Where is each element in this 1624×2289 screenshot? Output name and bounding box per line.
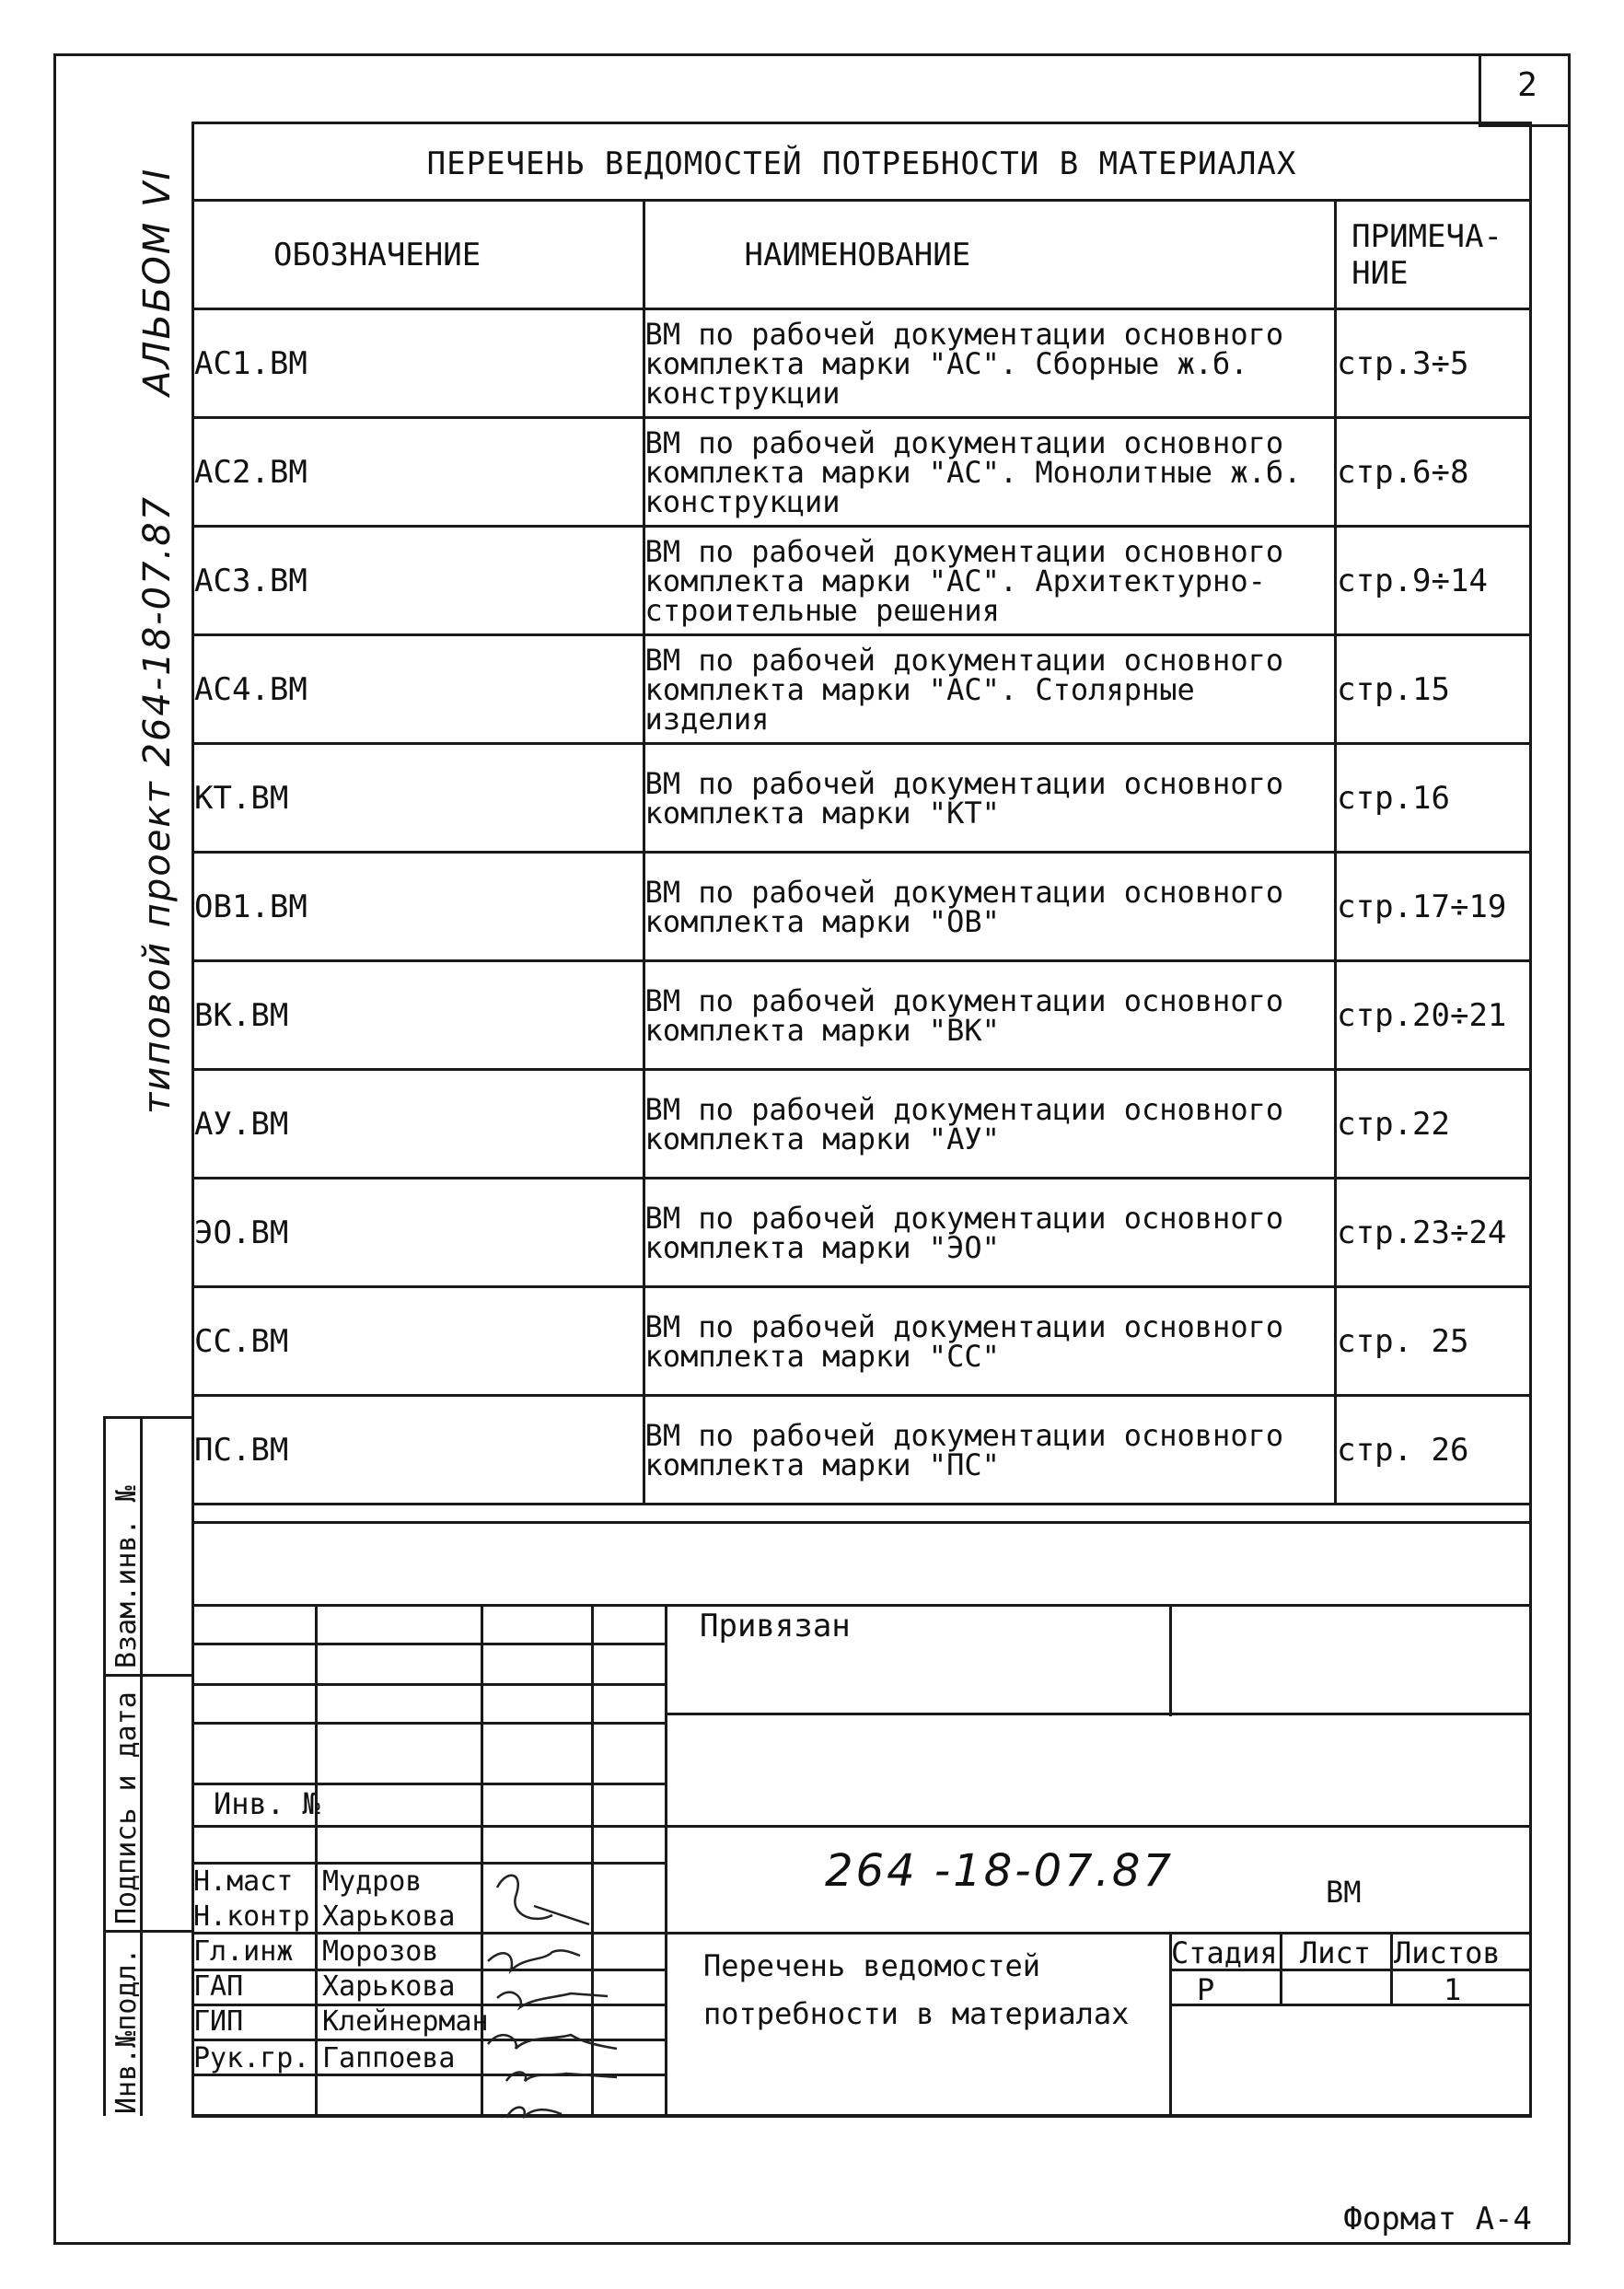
row-name: ВМ по рабочей документации основного комплекта марки "АС". Архитектурно-строительные решения xyxy=(644,527,1336,635)
row-name: ВМ по рабочей документации основного комплекта марки "ПС" xyxy=(644,1396,1336,1505)
row-code: АУ.ВМ xyxy=(193,1070,644,1179)
table-header-row xyxy=(193,201,1531,309)
sheet-label: Лист xyxy=(1300,1935,1372,1970)
materials-list-table xyxy=(191,199,1532,1505)
row-note: стр.17÷19 xyxy=(1336,853,1531,961)
signature-role: Гл.инж xyxy=(193,1935,294,1968)
row-name: ВМ по рабочей документации основного комплекта марки "АС". Сборные ж.б. конструкции xyxy=(644,309,1336,418)
signature-name: Клейнерман xyxy=(322,2005,489,2038)
vzam-inv-label: Взам.инв. № xyxy=(110,1485,143,1668)
document-code: 264 -18-07.87 xyxy=(825,1845,1175,1897)
signature-name: Харькова xyxy=(322,1970,456,2003)
document-mark: ВМ xyxy=(1326,1875,1362,1910)
row-note: стр. 25 xyxy=(1336,1287,1531,1396)
table-row xyxy=(193,527,1531,635)
signature-name: Морозов xyxy=(322,1935,439,1968)
signature-role: Рук.гр. xyxy=(193,2042,310,2074)
document-title: ПЕРЕЧЕНЬ ВЕДОМОСТЕЙ ПОТРЕБНОСТИ В МАТЕРИАЛАХ xyxy=(426,145,1297,182)
signature-name: Мудров xyxy=(322,1865,423,1898)
row-code: ОВ1.ВМ xyxy=(193,853,644,961)
row-note: стр.3÷5 xyxy=(1336,309,1531,418)
stage-value: Р xyxy=(1197,1972,1215,2007)
row-name: ВМ по рабочей документации основного комплекта марки "АУ" xyxy=(644,1070,1336,1179)
sheet-title-line-1: Перечень ведомостей xyxy=(703,1948,1041,1983)
podpis-label: Подпись и дата xyxy=(110,1691,143,1924)
row-code: АС1.ВМ xyxy=(193,309,644,418)
row-name: ВМ по рабочей документации основного комплекта марки "ОВ" xyxy=(644,853,1336,961)
header-note-text: ПРИМЕЧА- НИЕ xyxy=(1351,217,1502,292)
table-row xyxy=(193,1179,1531,1287)
table-row xyxy=(193,1396,1531,1505)
row-code: ЭО.ВМ xyxy=(193,1179,644,1287)
table-row xyxy=(193,1287,1531,1396)
row-note: стр.6÷8 xyxy=(1336,418,1531,527)
row-note: стр.23÷24 xyxy=(1336,1179,1531,1287)
signature-role: ГАП xyxy=(193,1970,244,2003)
signature-name: Гаппоева xyxy=(322,2042,456,2074)
header-note xyxy=(1336,201,1531,309)
table-row xyxy=(193,309,1531,418)
header-designation: ОБОЗНАЧЕНИЕ xyxy=(193,201,644,309)
sheet-number: 2 xyxy=(1517,66,1537,104)
format-label: Формат А-4 xyxy=(1343,2201,1532,2237)
inv-no-label: Инв. № xyxy=(214,1786,320,1821)
privyazan-label: Привязан xyxy=(700,1608,851,1644)
sheets-value: 1 xyxy=(1444,1972,1462,2007)
handwritten-signatures xyxy=(479,1860,626,2127)
row-note: стр.15 xyxy=(1336,635,1531,744)
table-row xyxy=(193,853,1531,961)
table-body xyxy=(193,309,1531,1505)
row-code: АС2.ВМ xyxy=(193,418,644,527)
header-name: НАИМЕНОВАНИЕ xyxy=(644,201,1336,309)
table-row xyxy=(193,961,1531,1070)
row-note: стр. 26 xyxy=(1336,1396,1531,1505)
sheet-number-box xyxy=(1479,53,1571,127)
row-name: ВМ по рабочей документации основного комплекта марки "ЭО" xyxy=(644,1179,1336,1287)
row-code: КТ.ВМ xyxy=(193,744,644,853)
side-project-inscription: типовой проект 264-18-07.87 xyxy=(136,494,179,1114)
sheets-label: Листов xyxy=(1394,1935,1501,1970)
signature-role: ГИП xyxy=(193,2005,244,2038)
row-note: стр.22 xyxy=(1336,1070,1531,1179)
row-name: ВМ по рабочей документации основного комплекта марки "КТ" xyxy=(644,744,1336,853)
table-row xyxy=(193,744,1531,853)
row-code: ВК.ВМ xyxy=(193,961,644,1070)
row-name: ВМ по рабочей документации основного комплекта марки "АС". Монолитные ж.б. конструкции xyxy=(644,418,1336,527)
row-name: ВМ по рабочей документации основного комплекта марки "АС". Столярные изделия xyxy=(644,635,1336,744)
signature-name: Харькова xyxy=(322,1900,456,1933)
row-note: стр.16 xyxy=(1336,744,1531,853)
inv-podl-label: Инв.№подл. xyxy=(110,1947,143,2114)
row-name: ВМ по рабочей документации основного комплекта марки "СС" xyxy=(644,1287,1336,1396)
row-code: АС3.ВМ xyxy=(193,527,644,635)
table-row xyxy=(193,418,1531,527)
table-row xyxy=(193,1070,1531,1179)
row-note: стр.9÷14 xyxy=(1336,527,1531,635)
side-album-inscription: АЛЬБОМ VI xyxy=(136,167,179,396)
signature-role: Н.контр xyxy=(193,1900,310,1933)
row-code: СС.ВМ xyxy=(193,1287,644,1396)
row-name: ВМ по рабочей документации основного комплекта марки "ВК" xyxy=(644,961,1336,1070)
table-row xyxy=(193,635,1531,744)
sheet-title-line-2: потребности в материалах xyxy=(703,1996,1130,2031)
row-code: АС4.ВМ xyxy=(193,635,644,744)
row-code: ПС.ВМ xyxy=(193,1396,644,1505)
row-note: стр.20÷21 xyxy=(1336,961,1531,1070)
signature-role: Н.маст xyxy=(193,1865,294,1898)
stage-label: Стадия xyxy=(1171,1935,1278,1970)
